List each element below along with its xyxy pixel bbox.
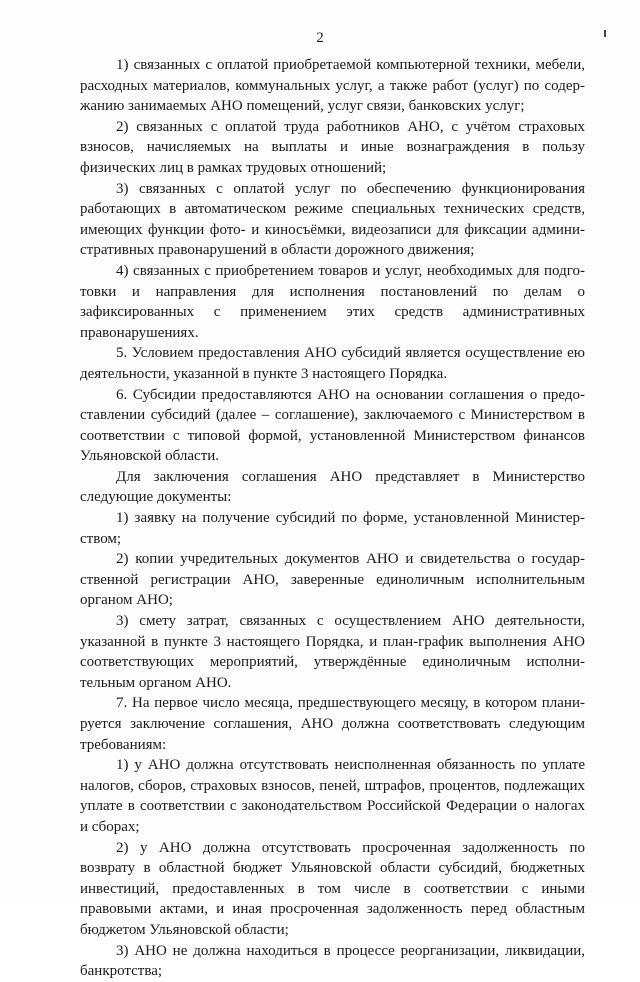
paragraph: 2) копии учредительных документов АНО и свидетельства о государственной регистрации АНО, заверенные единоличным исполнительным органом АНО; [80,551,585,609]
paragraph: 5. Условием предоставления АНО субсидий является осуществление ею деятельности, указанной в пункте 3 настоящего Порядка. [80,345,585,382]
paragraph: 3) связанных с оплатой услуг по обеспечению функционирования работающих в автоматическом режиме специальных технических средств, имеющих функции фото- и киносъёмки, видеозаписи для фиксации административных правонарушений в области дорожного движения; [80,180,585,259]
paragraph: 1) заявку на получение субсидий по форме, установленной Министерством; [80,510,585,547]
document-body [80,55,585,982]
paragraph: 7. На первое число месяца, предшествующего месяцу, в котором планируется заключение соглашения, АНО должна соответствовать следующим требованиям: [80,695,585,753]
paragraph: 6. Субсидии предоставляются АНО на основании соглашения о предоставлении субсидий (далее – соглашение), заключаемого с Министерством в соответствии с типовой формой, установленной Министерством финансов Ульяновской области. [80,386,585,465]
scan-mark [604,30,606,37]
paragraph: 3) смету затрат, связанных с осуществлением АНО деятельности, указанной в пункте 3 настоящего Порядка, и план-график выполнения АНО соответствующих мероприятий, утверждённые единоличным исполнительным органом АНО. [80,613,585,691]
page-number: 2 [316,30,324,46]
paragraph: 1) связанных с оплатой приобретаемой компьютерной техники, мебели, расходных материалов, коммунальных услуг, а также работ (услуг) по содержанию занимаемых АНО помещений, услуг связи, банковских услуг; [80,57,585,115]
paragraph: 2) связанных с оплатой труда работников АНО, с учётом страховых взносов, начисляемых на выплаты и иные вознаграждения в пользу физических лиц в рамках трудовых отношений; [80,118,585,176]
paragraph: 2) у АНО должна отсутствовать просроченная задолженность по возврату в областной бюджет Ульяновской области субсидий, бюджетных инвестиций, предоставленных в том числе в соответствии с иными правовыми актами, и иная просроченная задолженность перед областным бюджетом Ульяновской области; [80,839,585,938]
paragraph: Для заключения соглашения АНО представляет в Министерство следующие документы: [80,468,585,506]
paragraph: 4) связанных с приобретением товаров и услуг, необходимых для подготовки и направления для исполнения постановлений по делам о зафиксированных с применением этих средств административных правонарушениях. [80,262,585,341]
paragraph: 3) АНО не должна находиться в процессе реорганизации, ликвидации, банкротства; [80,942,585,980]
paragraph: 1) у АНО должна отсутствовать неисполненная обязанность по уплате налогов, сборов, страховых взносов, пеней, штрафов, процентов, подлежащих уплате в соответствии с законодательством Российской Федерации о налогах и сборах; [80,757,585,835]
